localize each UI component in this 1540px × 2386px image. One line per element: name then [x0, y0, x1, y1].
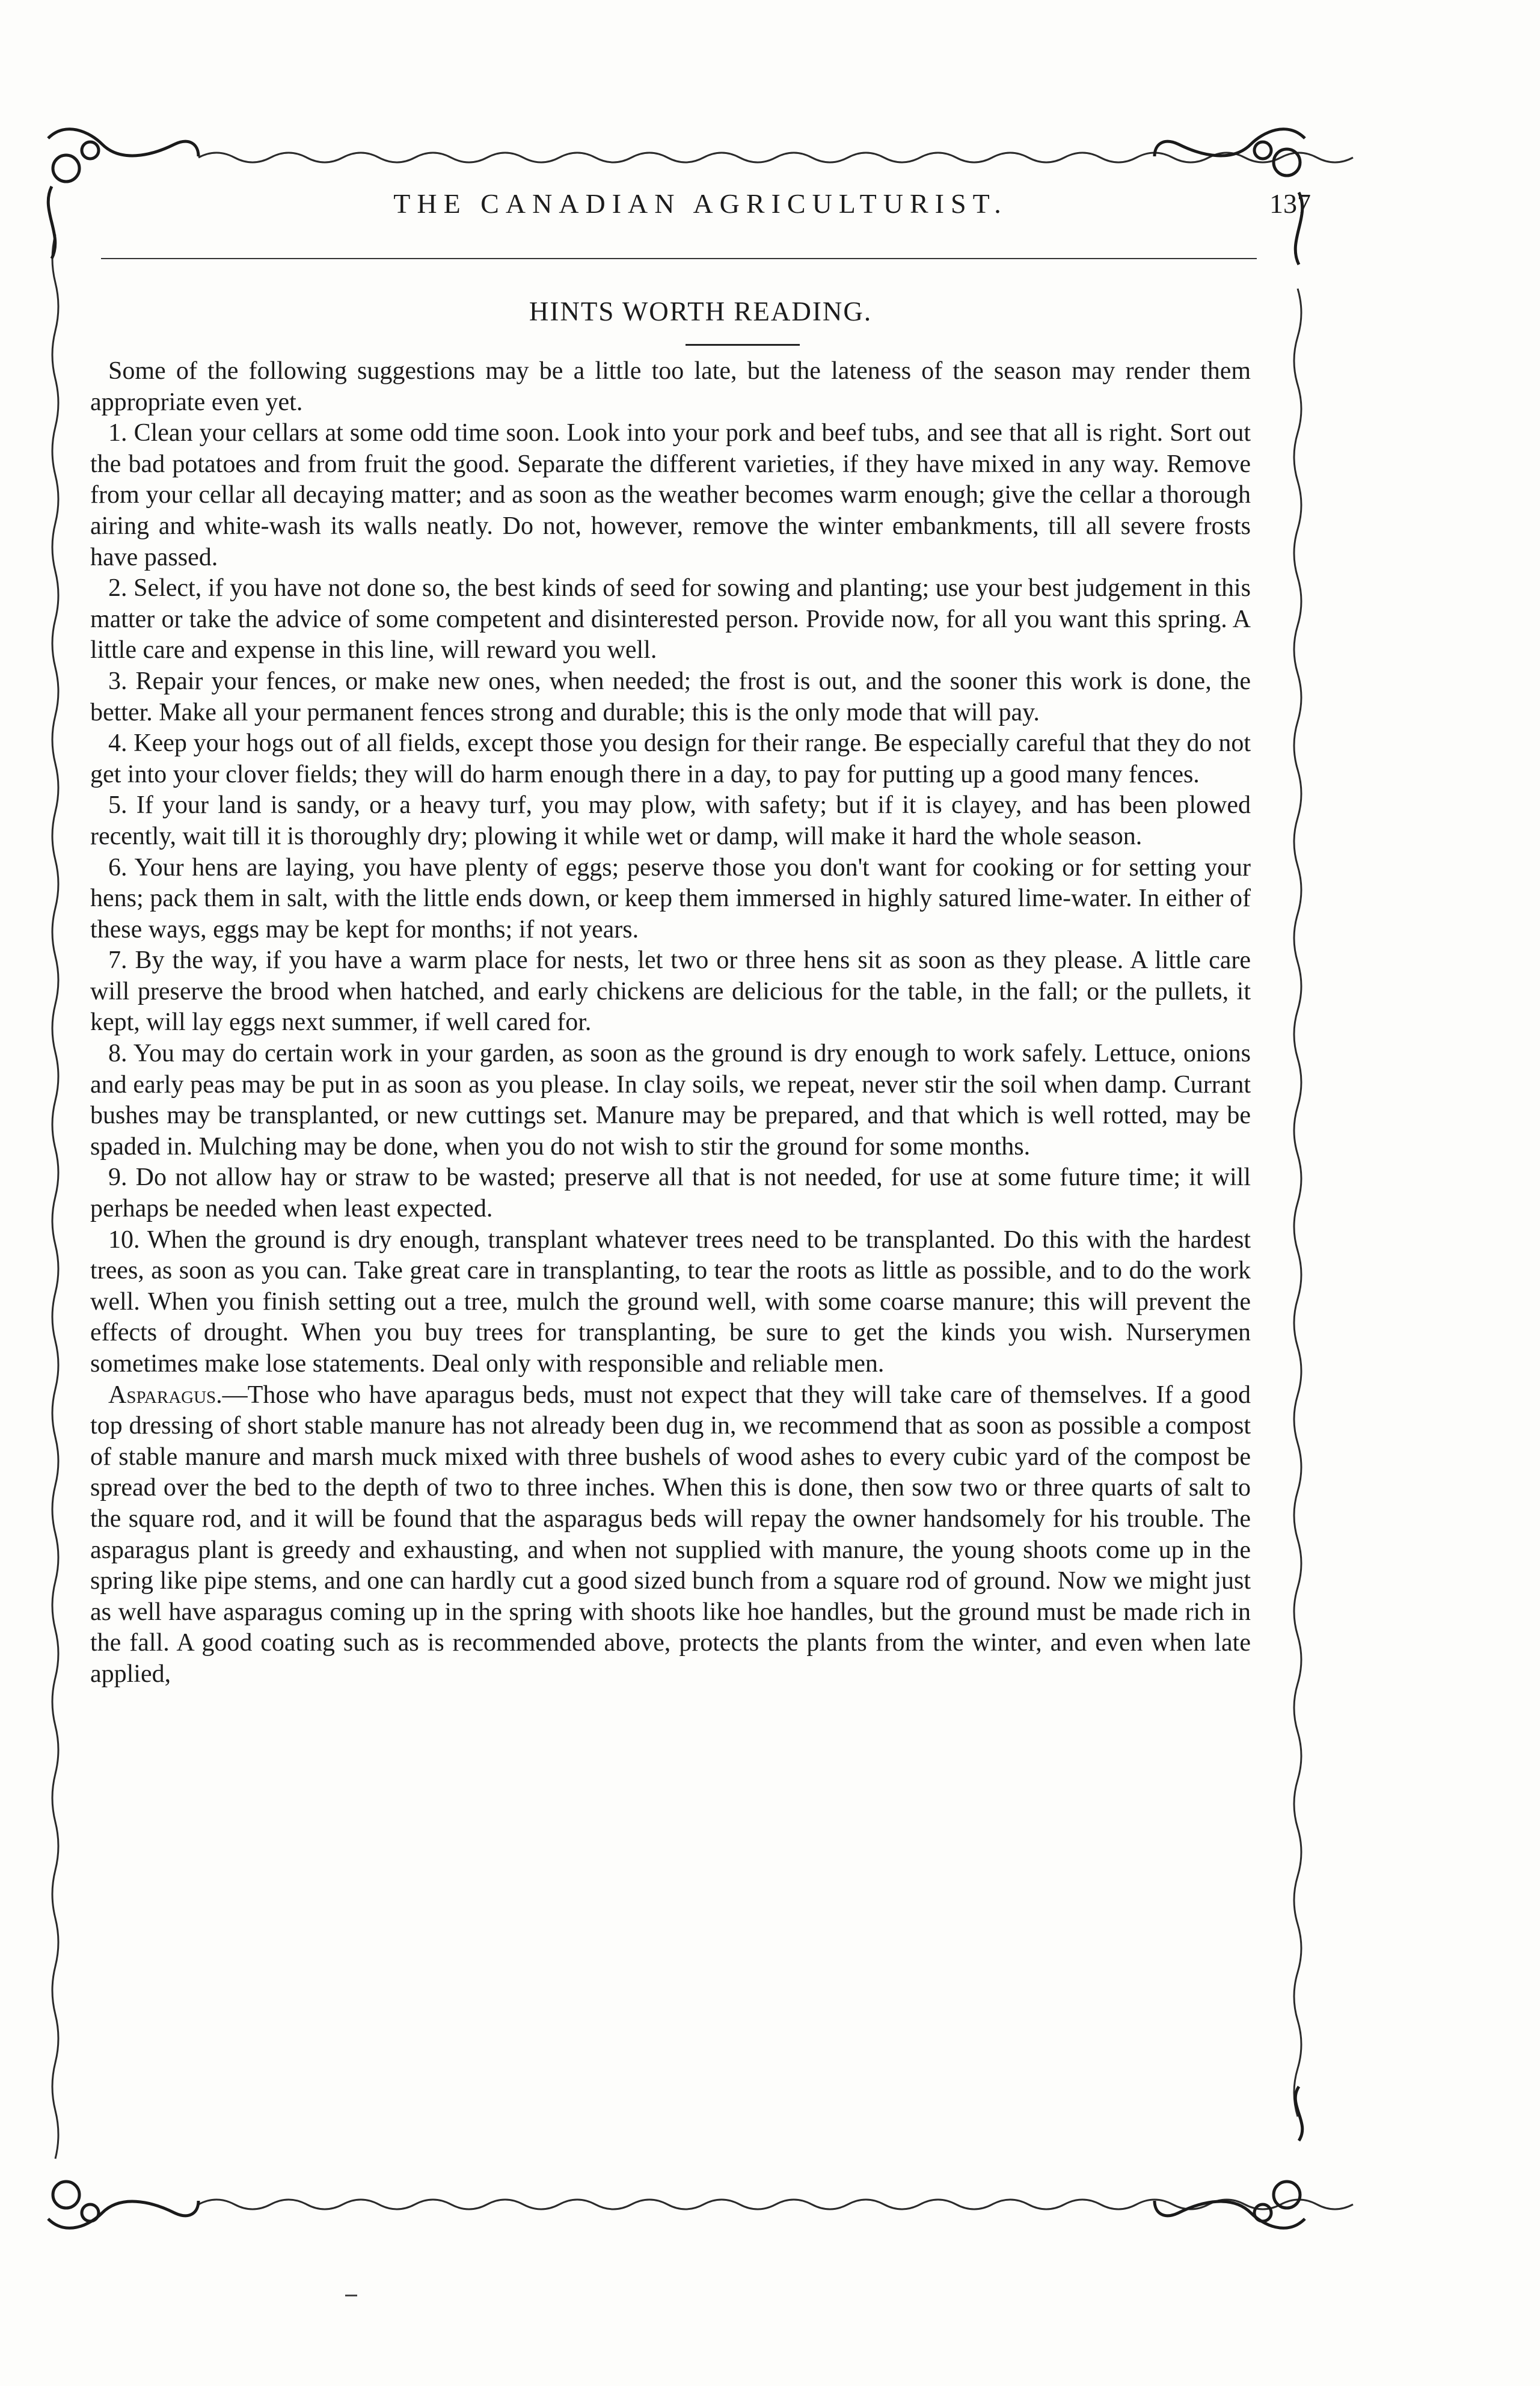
- hint-paragraph-2: 2. Select, if you have not done so, the best kinds of seed for sowing and planting; use your best judgement in this matter or take the advice of some competent and disinterested person. Provide now, for all you want this spring. A little care and expense in this line, will reward you well.: [90, 574, 1251, 664]
- hint-paragraph-10: 10. When the ground is dry enough, transplant whatever trees need to be transplanted. Do this with the hardest trees, as soon as you can. Take great care in transplanting, to tear the roots as little as possible, and to do the work well. When you finish setting out a tree, mulch the ground well, with some coarse manure; this will prevent the effects of drought. When you buy trees for transplanting, be sure to get the kinds you wish. Nurserymen sometimes make lose statements. Deal only with responsible and reliable men.: [90, 1225, 1251, 1378]
- hint-paragraph-4: 4. Keep your hogs out of all fields, except those you design for their range. Be especially careful that they do not get into your clover fields; they will do harm enough there in a day, to pay for putting up a good many fences.: [90, 729, 1251, 788]
- hint-paragraph-1: 1. Clean your cellars at some odd time soon. Look into your pork and beef tubs, and see that all is right. Sort out the bad potatoes and from fruit the good. Separate the different varieties, if they have mixed in any way. Remove from your cellar all decaying matter; and as soon as the weather becomes warm enough; give the cellar a thorough airing and white-wash its walls neatly. Do not, however, remove the winter embankments, till all severe frosts have passed.: [90, 419, 1251, 571]
- bottom-mark: [345, 2295, 357, 2296]
- hint-paragraph-6: 6. Your hens are laying, you have plenty of eggs; peserve those you don't want for cooking or for setting your hens; pack them in salt, with the little ends down, or keep them immersed in highly satured lime-water. In either of these ways, eggs may be kept for months; if not years.: [90, 853, 1251, 943]
- article-body: [90, 356, 1251, 1690]
- page-number: 137: [1269, 188, 1311, 219]
- asparagus-text: —Those who have aparagus beds, must not expect that they will take care of themselves. If a good top dressing of short stable manure has not already been dug in, we recommend that as soon as possible a compost of stable manure and marsh muck mixed with three bushels of wood ashes to every cubic yard of the compost be spread over the bed to the depth of two to three inches. When this is done, then sow two or three quarts of salt to the square rod, and it will be found that the asparagus beds will repay the owner handsomely for his trouble. The asparagus plant is greedy and exhausting, and when not supplied with manure, the young shoots come up in the spring like pipe stems, and one can hardly cut a good sized bunch from a square rod of ground. Now we might just as well have asparagus coming up in the spring with shoots like hoe handles, but the ground must be made rich in the fall. A good coating such as is recommended above, protects the plants from the winter, and even when late applied,: [90, 1381, 1251, 1688]
- intro-paragraph: Some of the following suggestions may be a little too late, but the lateness of the season may render them appropriate even yet.: [90, 357, 1251, 416]
- asparagus-paragraph: [90, 1380, 1251, 1690]
- article-title: HINTS WORTH READING.: [529, 296, 873, 327]
- hint-paragraph-3: 3. Repair your fences, or make new ones, when needed; the frost is out, and the sooner this work is done, the better. Make all your permanent fences strong and durable; this is the only mode that will pay.: [90, 667, 1251, 726]
- running-head: [96, 188, 1311, 226]
- header-rule: [101, 258, 1257, 259]
- hint-paragraph-5: 5. If your land is sandy, or a heavy turf, you may plow, with safety; but if it is clayey, and has been plowed recently, wait till it is thoroughly dry; plowing it while wet or damp, will make it hard the whole season.: [90, 791, 1251, 850]
- hint-paragraph-9: 9. Do not allow hay or straw to be wasted; preserve all that is not needed, for use at some future time; it will perhaps be needed when least expected.: [90, 1164, 1251, 1223]
- hint-paragraph-8: 8. You may do certain work in your garden, as soon as the ground is dry enough to work safely. Lettuce, onions and early peas may be put in as soon as you please. In clay soils, we repeat, never stir the soil when damp. Currant bushes may be transplanted, or new cuttings set. Manure may be prepared, and that which is well rotted, may be spaded in. Mulching may be done, when you do not wish to stir the ground for some months.: [90, 1040, 1251, 1161]
- asparagus-lead-in: Asparagus.: [108, 1381, 222, 1409]
- hint-paragraph-7: 7. By the way, if you have a warm place for nests, let two or three hens sit as soon as they please. A little care will preserve the brood when hatched, and early chickens are delicious for the table, in the fall; or the pullets, it kept, will lay eggs next summer, if well cared for.: [90, 946, 1251, 1037]
- title-rule: [686, 344, 800, 346]
- running-title: THE CANADIAN AGRICULTURIST.: [393, 188, 1008, 219]
